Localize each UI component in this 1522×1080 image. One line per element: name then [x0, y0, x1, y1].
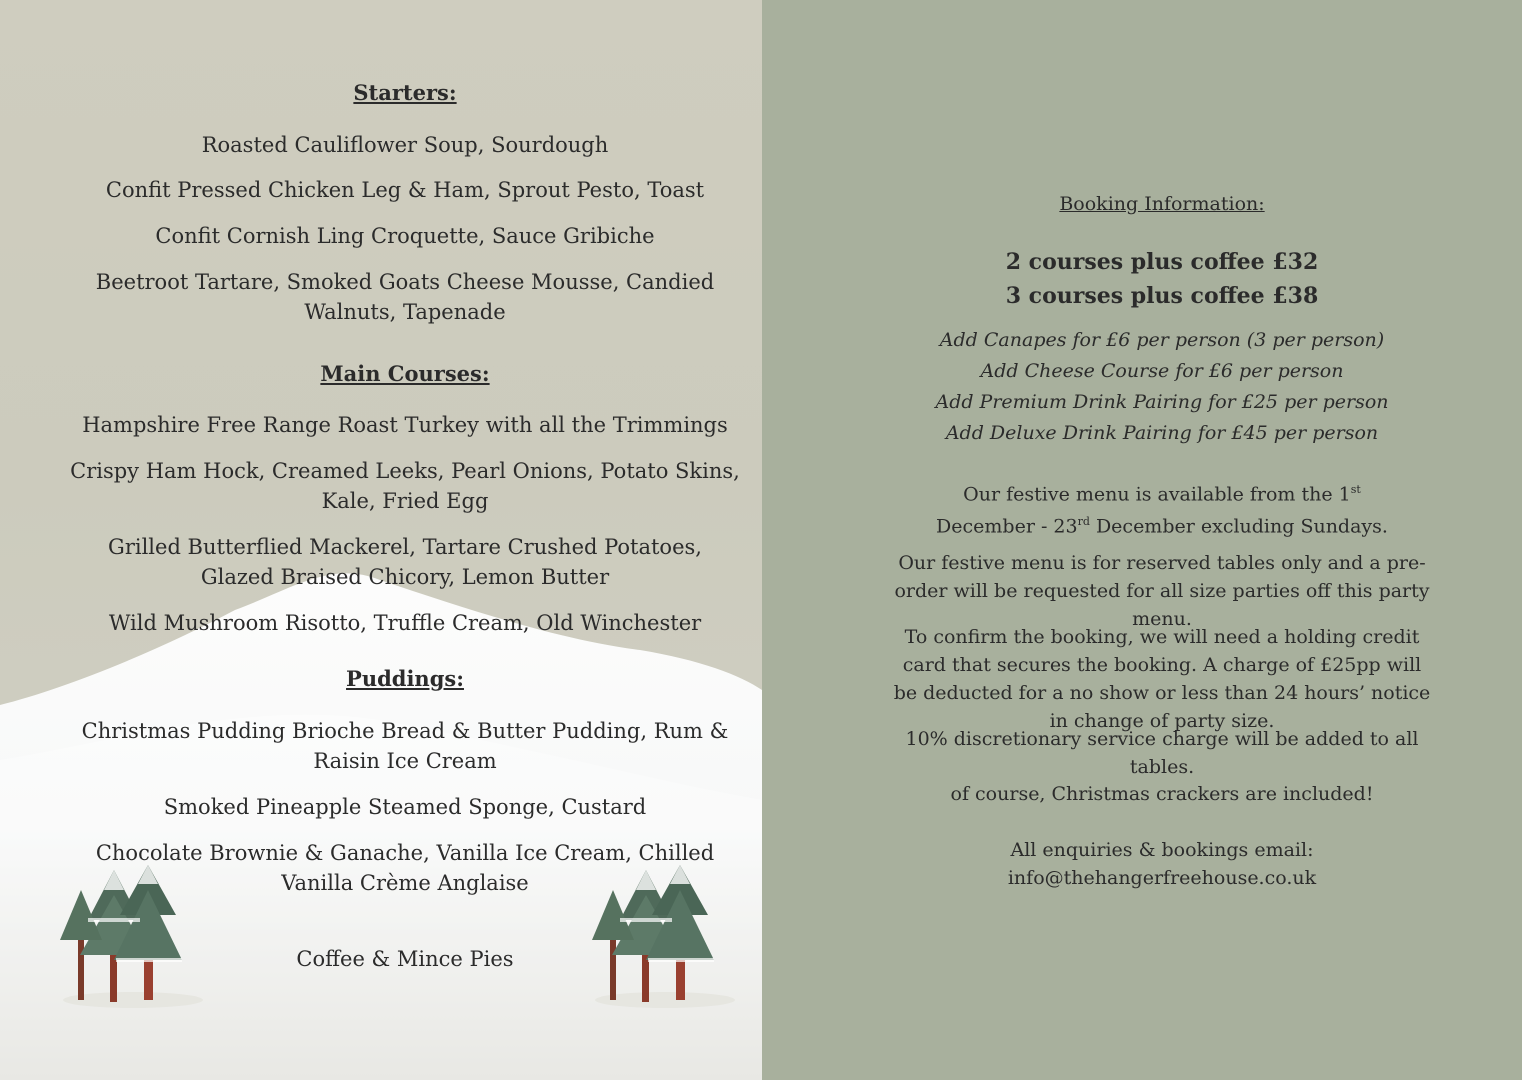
addon-item: Add Deluxe Drink Pairing for £45 per person [945, 422, 1379, 444]
enquiries-text: All enquiries & bookings email: [1010, 839, 1314, 861]
service-charge-text: 10% discretionary service charge will be added to all tables. [905, 728, 1419, 778]
addon-item: Add Premium Drink Pairing for £25 per person [935, 391, 1389, 413]
reserved-tables-text: Our festive menu is for reserved tables only and a pre-order will be requested for all size parties off this party menu. [894, 552, 1430, 630]
addon-item: Add Canapes for £6 per person (3 per person) [939, 329, 1385, 351]
price-two-courses: 2 courses plus coffee £32 [1005, 249, 1319, 275]
main-item: Grilled Butterflied Mackerel, Tartare Crushed Potatoes, Glazed Braised Chicory, Lemon Butter [108, 535, 702, 589]
pudding-item: Christmas Pudding Brioche Bread & Butter Pudding, Rum & Raisin Ice Cream [81, 719, 729, 773]
starter-item: Confit Pressed Chicken Leg & Ham, Sprout Pesto, Toast [105, 178, 705, 202]
main-item: Crispy Ham Hock, Creamed Leeks, Pearl Onions, Potato Skins, Kale, Fried Egg [70, 459, 740, 513]
price-three-courses: 3 courses plus coffee £38 [1005, 283, 1319, 309]
main-courses-heading: Main Courses: [320, 361, 490, 386]
coffee-mince-pies: Coffee & Mince Pies [296, 947, 514, 971]
crackers-text: of course, Christmas crackers are included! [950, 783, 1374, 805]
booking-heading: Booking Information: [1059, 193, 1265, 215]
confirm-booking-text: To confirm the booking, we will need a holding credit card that secures the booking. A charge of £25pp will be deducted for a no show or less than 24 hours’ notice in change of party size. [893, 626, 1431, 732]
starters-heading: Starters: [353, 80, 457, 105]
pudding-item: Chocolate Brownie & Ganache, Vanilla Ice Cream, Chilled Vanilla Crème Anglaise [95, 841, 715, 895]
main-item: Wild Mushroom Risotto, Truffle Cream, Old Winchester [108, 611, 702, 635]
starter-item: Beetroot Tartare, Smoked Goats Cheese Mousse, Candied Walnuts, Tapenade [95, 270, 715, 324]
starter-item: Roasted Cauliflower Soup, Sourdough [201, 133, 609, 157]
pudding-item: Smoked Pineapple Steamed Sponge, Custard [163, 795, 647, 819]
addon-item: Add Cheese Course for £6 per person [980, 360, 1344, 382]
availability-text: Our festive menu is available from the 1st December - 23rd December excluding Sundays. [936, 483, 1388, 538]
main-item: Hampshire Free Range Roast Turkey with all the Trimmings [82, 413, 728, 437]
puddings-heading: Puddings: [346, 666, 464, 691]
starter-item: Confit Cornish Ling Croquette, Sauce Gribiche [155, 224, 655, 248]
booking-email: info@thehangerfreehouse.co.uk [1007, 867, 1317, 889]
